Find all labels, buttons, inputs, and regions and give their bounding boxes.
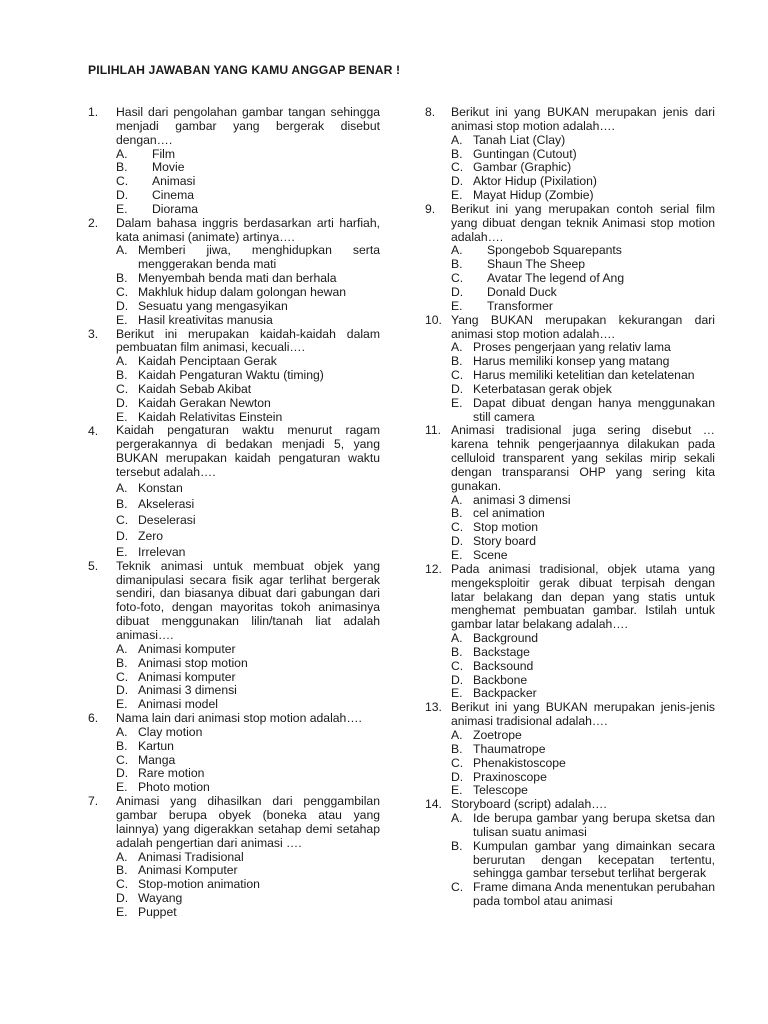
option-letter: A.	[116, 243, 128, 258]
option-d	[116, 684, 380, 698]
option-letter: C.	[116, 284, 129, 299]
option-text: Tanah Liat (Clay)	[473, 132, 566, 147]
question-6	[88, 712, 380, 795]
option-text: Cinema	[152, 188, 194, 203]
option-letter: C.	[451, 755, 464, 770]
question-text: Berikut ini merupakan kaidah-kaidah dalam pembuatan film animasi, kecuali….	[116, 326, 380, 355]
option-b	[451, 507, 715, 521]
option-a	[116, 726, 380, 740]
question-13	[425, 701, 715, 798]
option-c	[451, 272, 715, 286]
option-text: Keterbatasan gerak objek	[473, 381, 612, 396]
option-text: Puppet	[138, 904, 177, 919]
option-letter: A.	[116, 641, 128, 656]
option-letter: C.	[116, 512, 129, 527]
option-e	[116, 544, 380, 560]
option-letter: A.	[451, 727, 463, 742]
option-text: cel animation	[473, 506, 545, 521]
option-a	[116, 148, 380, 162]
option-letter: C.	[451, 880, 464, 895]
option-text: Akselerasi	[138, 496, 195, 511]
option-letter: D.	[116, 395, 129, 410]
option-letter: E.	[451, 395, 463, 410]
option-text: Animasi stop motion	[138, 655, 248, 670]
option-letter: D.	[451, 534, 464, 549]
option-text: Donald Duck	[487, 284, 557, 299]
option-letter: D.	[116, 766, 129, 781]
option-c	[451, 521, 715, 535]
option-b	[451, 840, 715, 882]
question-number: 12.	[425, 561, 442, 576]
option-text: Stop-motion animation	[138, 877, 260, 892]
option-text: Kumpulan gambar yang dimainkan secara berurutan dengan kecepatan tertentu, sehingga gambar tersebut terlihat bergerak	[473, 838, 715, 881]
option-letter: D.	[116, 891, 129, 906]
option-text: Scene	[473, 548, 508, 562]
option-text: Animasi	[152, 174, 196, 189]
option-a	[451, 729, 715, 743]
option-a	[451, 494, 715, 508]
option-text: Film	[152, 146, 176, 161]
option-letter: E.	[116, 201, 128, 216]
option-letter: C.	[451, 160, 464, 175]
question-number: 11.	[425, 423, 442, 438]
option-text: Mayat Hidup (Zombie)	[473, 188, 594, 203]
option-e	[116, 698, 380, 712]
option-letter: B.	[451, 146, 463, 161]
question-number: 1.	[88, 105, 99, 119]
option-c	[451, 369, 715, 383]
page-title: PILIHLAH JAWABAN YANG KAMU ANGGAP BENAR !	[88, 63, 401, 77]
option-text: Praxinoscope	[473, 769, 547, 784]
option-d	[116, 300, 380, 314]
question-text: Animasi tradisional juga sering disebut … karena tehnik pengerjaannya dilakukan pada celluloid transparent yang sekilas mirip sekali dengan transparansi OHP yang sering kita gunakan.	[451, 423, 715, 493]
option-letter: D.	[451, 174, 464, 189]
option-letter: B.	[451, 257, 463, 272]
option-e	[451, 300, 715, 314]
option-a	[116, 643, 380, 657]
option-letter: B.	[451, 644, 463, 659]
option-e	[451, 549, 715, 563]
option-text: Animasi Tradisional	[138, 849, 244, 864]
option-c	[116, 286, 380, 300]
option-text: Aktor Hidup (Pixilation)	[473, 174, 597, 189]
question-number: 10.	[425, 312, 442, 327]
option-text: Backsound	[473, 658, 534, 673]
option-a	[451, 341, 715, 355]
option-text: animasi 3 dimensi	[473, 492, 571, 507]
option-b	[451, 646, 715, 660]
question-number: 7.	[88, 794, 99, 809]
question-number: 13.	[425, 700, 442, 715]
option-text: Dapat dibuat dengan hanya menggunakan still camera	[473, 395, 715, 424]
option-e	[451, 189, 715, 203]
option-letter: E.	[451, 783, 463, 798]
option-text: Stop motion	[473, 520, 539, 535]
question-number: 3.	[88, 326, 99, 341]
option-text: Kaidah Pengaturan Waktu (timing)	[138, 368, 324, 383]
option-d	[116, 528, 380, 544]
option-text: Animasi komputer	[138, 641, 236, 656]
option-letter: B.	[116, 368, 128, 383]
option-text: Makhluk hidup dalam golongan hewan	[138, 284, 347, 299]
option-d	[116, 892, 380, 906]
option-b	[116, 369, 380, 383]
option-e	[451, 397, 715, 425]
option-text: Memberi jiwa, menghidupkan serta menggerakan benda mati	[138, 243, 380, 272]
option-d	[451, 535, 715, 549]
option-letter: C.	[116, 752, 129, 767]
option-a	[451, 632, 715, 646]
option-text: Manga	[138, 752, 176, 767]
option-a	[451, 244, 715, 258]
right-column	[425, 106, 715, 909]
question-text: Animasi yang dihasilkan dari penggambilan gambar berupa obyek (boneka atau yang lainnya) yang digerakkan setahap demi setahap adalah pengertian dari animasi ….	[116, 794, 380, 850]
option-text: Backstage	[473, 644, 530, 659]
option-d	[116, 397, 380, 411]
option-letter: A.	[451, 132, 463, 147]
option-text: Story board	[473, 534, 537, 549]
option-letter: A.	[451, 631, 463, 646]
option-letter: B.	[451, 354, 463, 369]
option-text: Harus memiliki konsep yang matang	[473, 354, 670, 369]
option-e	[116, 314, 380, 328]
option-b	[451, 148, 715, 162]
option-text: Phenakistoscope	[473, 755, 566, 770]
option-letter: A.	[451, 243, 463, 258]
option-letter: E.	[116, 544, 128, 559]
option-b	[451, 355, 715, 369]
option-letter: B.	[451, 741, 463, 756]
option-letter: D.	[451, 769, 464, 784]
option-c	[451, 881, 715, 909]
option-text: Ide berupa gambar yang berupa sketsa dan tulisan suatu animasi	[473, 811, 715, 839]
option-text: Photo motion	[138, 780, 210, 795]
question-2	[88, 217, 380, 328]
option-letter: A.	[116, 354, 128, 369]
option-d	[451, 674, 715, 688]
question-text: Dalam bahasa inggris berdasarkan arti harfiah, kata animasi (animate) artinya….	[116, 215, 380, 244]
question-text: Yang BUKAN merupakan kekurangan dari animasi stop motion adalah….	[451, 312, 715, 341]
option-text: Frame dimana Anda menentukan perubahan pada tombol atau animasi	[473, 880, 715, 909]
option-letter: B.	[451, 506, 463, 521]
option-d	[451, 175, 715, 189]
left-column	[88, 106, 380, 920]
question-number: 4.	[88, 424, 99, 439]
question-text: Nama lain dari animasi stop motion adalah….	[116, 711, 362, 726]
option-d	[451, 771, 715, 785]
option-letter: E.	[451, 188, 463, 203]
option-letter: A.	[451, 340, 463, 355]
option-text: Gambar (Graphic)	[473, 160, 572, 175]
option-d	[451, 286, 715, 300]
question-10	[425, 314, 715, 425]
option-letter: E.	[451, 686, 463, 701]
option-letter: A.	[116, 849, 128, 864]
question-14	[425, 798, 715, 909]
question-number: 8.	[425, 105, 436, 119]
option-b	[451, 743, 715, 757]
option-letter: E.	[116, 780, 128, 795]
option-letter: E.	[116, 312, 128, 327]
option-text: Animasi model	[138, 697, 218, 712]
option-letter: B.	[451, 838, 463, 853]
option-c	[116, 671, 380, 685]
option-c	[116, 878, 380, 892]
option-letter: E.	[116, 904, 128, 919]
question-8	[425, 106, 715, 203]
option-text: Animasi komputer	[138, 669, 236, 684]
question-11	[425, 424, 715, 562]
option-d	[116, 189, 380, 203]
option-text: Spongebob Squarepants	[487, 243, 622, 258]
question-number: 2.	[88, 215, 99, 230]
option-letter: C.	[451, 520, 464, 535]
option-letter: C.	[116, 877, 129, 892]
option-letter: A.	[116, 724, 128, 739]
option-e	[451, 784, 715, 798]
option-text: Backpacker	[473, 686, 537, 701]
option-text: Diorama	[152, 201, 199, 216]
option-letter: E.	[451, 298, 463, 313]
option-text: Deselerasi	[138, 512, 196, 527]
option-letter: C.	[116, 174, 129, 189]
option-letter: A.	[451, 492, 463, 507]
option-text: Backbone	[473, 672, 528, 687]
option-text: Zoetrope	[473, 727, 522, 742]
question-text: Berikut ini yang BUKAN merupakan jenis-jenis animasi tradisional adalah….	[451, 700, 715, 729]
option-text: Background	[473, 631, 539, 646]
option-text: Animasi 3 dimensi	[138, 683, 237, 698]
question-text: Pada animasi tradisional, objek utama yang mengeksploitir gerak dibuat terpisah dengan latar belakang dan depan yang statis untuk menghemat pembuatan gambar. Istilah untuk gambar latar belakang adalah….	[451, 561, 715, 632]
option-letter: D.	[116, 528, 129, 543]
option-text: Kaidah Relativitas Einstein	[138, 409, 283, 424]
option-text: Irrelevan	[138, 544, 186, 559]
option-c	[451, 757, 715, 771]
option-c	[451, 161, 715, 175]
option-letter: A.	[116, 146, 128, 161]
question-1	[88, 106, 380, 217]
option-text: Sesuatu yang mengasyikan	[138, 298, 288, 313]
option-e	[116, 411, 380, 425]
option-letter: C.	[116, 669, 129, 684]
option-c	[116, 754, 380, 768]
option-text: Transformer	[487, 298, 553, 313]
option-letter: B.	[116, 160, 128, 175]
question-text: Berikut ini yang BUKAN merupakan jenis dari animasi stop motion adalah….	[451, 105, 715, 133]
option-text: Kaidah Sebab Akibat	[138, 381, 252, 396]
question-5	[88, 560, 380, 712]
option-d	[116, 767, 380, 781]
option-e	[451, 687, 715, 701]
option-text: Clay motion	[138, 724, 203, 739]
question-text: Storyboard (script) adalah….	[451, 797, 607, 812]
option-text: Movie	[152, 160, 185, 175]
option-a	[116, 480, 380, 496]
question-4	[88, 424, 380, 559]
option-text: Hasil kreativitas manusia	[138, 312, 273, 327]
option-a	[116, 851, 380, 865]
question-text: Berikut ini yang merupakan contoh serial film yang dibuat dengan teknik Animasi stop motion adalah….	[451, 201, 715, 244]
option-letter: B.	[116, 655, 128, 670]
option-text: Harus memiliki ketelitian dan ketelatenan	[473, 368, 695, 383]
option-b	[116, 740, 380, 754]
option-letter: D.	[116, 683, 129, 698]
option-letter: B.	[116, 496, 128, 511]
question-9	[425, 203, 715, 314]
option-c	[116, 175, 380, 189]
option-letter: B.	[116, 863, 128, 878]
option-e	[116, 781, 380, 795]
option-letter: D.	[116, 298, 129, 313]
option-letter: D.	[451, 284, 464, 299]
question-7	[88, 795, 380, 920]
question-3	[88, 328, 380, 425]
option-letter: D.	[451, 672, 464, 687]
option-letter: A.	[451, 811, 463, 826]
question-12	[425, 563, 715, 701]
option-letter: C.	[116, 381, 129, 396]
option-letter: B.	[116, 738, 128, 753]
option-text: Menyembah benda mati dan berhala	[138, 271, 337, 286]
option-text: Guntingan (Cutout)	[473, 146, 577, 161]
option-b	[116, 161, 380, 175]
option-letter: E.	[116, 697, 128, 712]
option-a	[116, 244, 380, 272]
option-b	[116, 657, 380, 671]
option-text: Rare motion	[138, 766, 205, 781]
option-letter: C.	[451, 658, 464, 673]
question-text: Hasil dari pengolahan gambar tangan sehingga menjadi gambar yang bergerak disebut dengan….	[116, 105, 380, 147]
option-text: Animasi Komputer	[138, 863, 238, 878]
option-text: Wayang	[138, 891, 183, 906]
question-number: 14.	[425, 797, 442, 812]
option-b	[451, 258, 715, 272]
option-b	[116, 496, 380, 512]
question-number: 6.	[88, 711, 99, 726]
option-text: Kartun	[138, 738, 174, 753]
option-c	[116, 383, 380, 397]
option-letter: E.	[451, 548, 463, 562]
option-text: Avatar The legend of Ang	[487, 271, 625, 286]
option-c	[116, 512, 380, 528]
option-a	[116, 355, 380, 369]
option-text: Telescope	[473, 783, 528, 798]
option-text: Konstan	[138, 480, 183, 495]
option-text: Zero	[138, 528, 164, 543]
option-letter: C.	[451, 368, 464, 383]
option-a	[451, 812, 715, 840]
option-text: Kaidah Gerakan Newton	[138, 395, 271, 410]
option-e	[116, 906, 380, 920]
option-b	[116, 864, 380, 878]
option-text: Thaumatrope	[473, 741, 546, 756]
question-text: Teknik animasi untuk membuat objek yang dimanipulasi secara fisik agar terlihat bergerak sendiri, dan biasanya dibuat dari gabungan dari foto-foto, dengan mayoritas tokoh animasinya dibuat menggunakan lilin/tanah liat adalah animasi….	[116, 558, 380, 642]
option-text: Kaidah Penciptaan Gerak	[138, 354, 277, 369]
question-text: Kaidah pengaturan waktu menurut ragam pergerakannya di bedakan menjadi 5, yang BUKAN merupakan kaidah pengaturan waktu tersebut adalah….	[116, 423, 380, 479]
option-text: Proses pengerjaan yang relativ lama	[473, 340, 671, 355]
option-a	[451, 134, 715, 148]
option-letter: D.	[116, 188, 129, 203]
option-d	[451, 383, 715, 397]
option-b	[116, 272, 380, 286]
option-text: Shaun The Sheep	[487, 257, 586, 272]
option-e	[116, 203, 380, 217]
option-letter: A.	[116, 480, 128, 495]
option-letter: B.	[116, 271, 128, 286]
option-c	[451, 660, 715, 674]
option-letter: C.	[451, 271, 464, 286]
option-letter: E.	[116, 409, 128, 424]
question-number: 9.	[425, 201, 436, 216]
question-number: 5.	[88, 558, 99, 573]
option-letter: D.	[451, 381, 464, 396]
